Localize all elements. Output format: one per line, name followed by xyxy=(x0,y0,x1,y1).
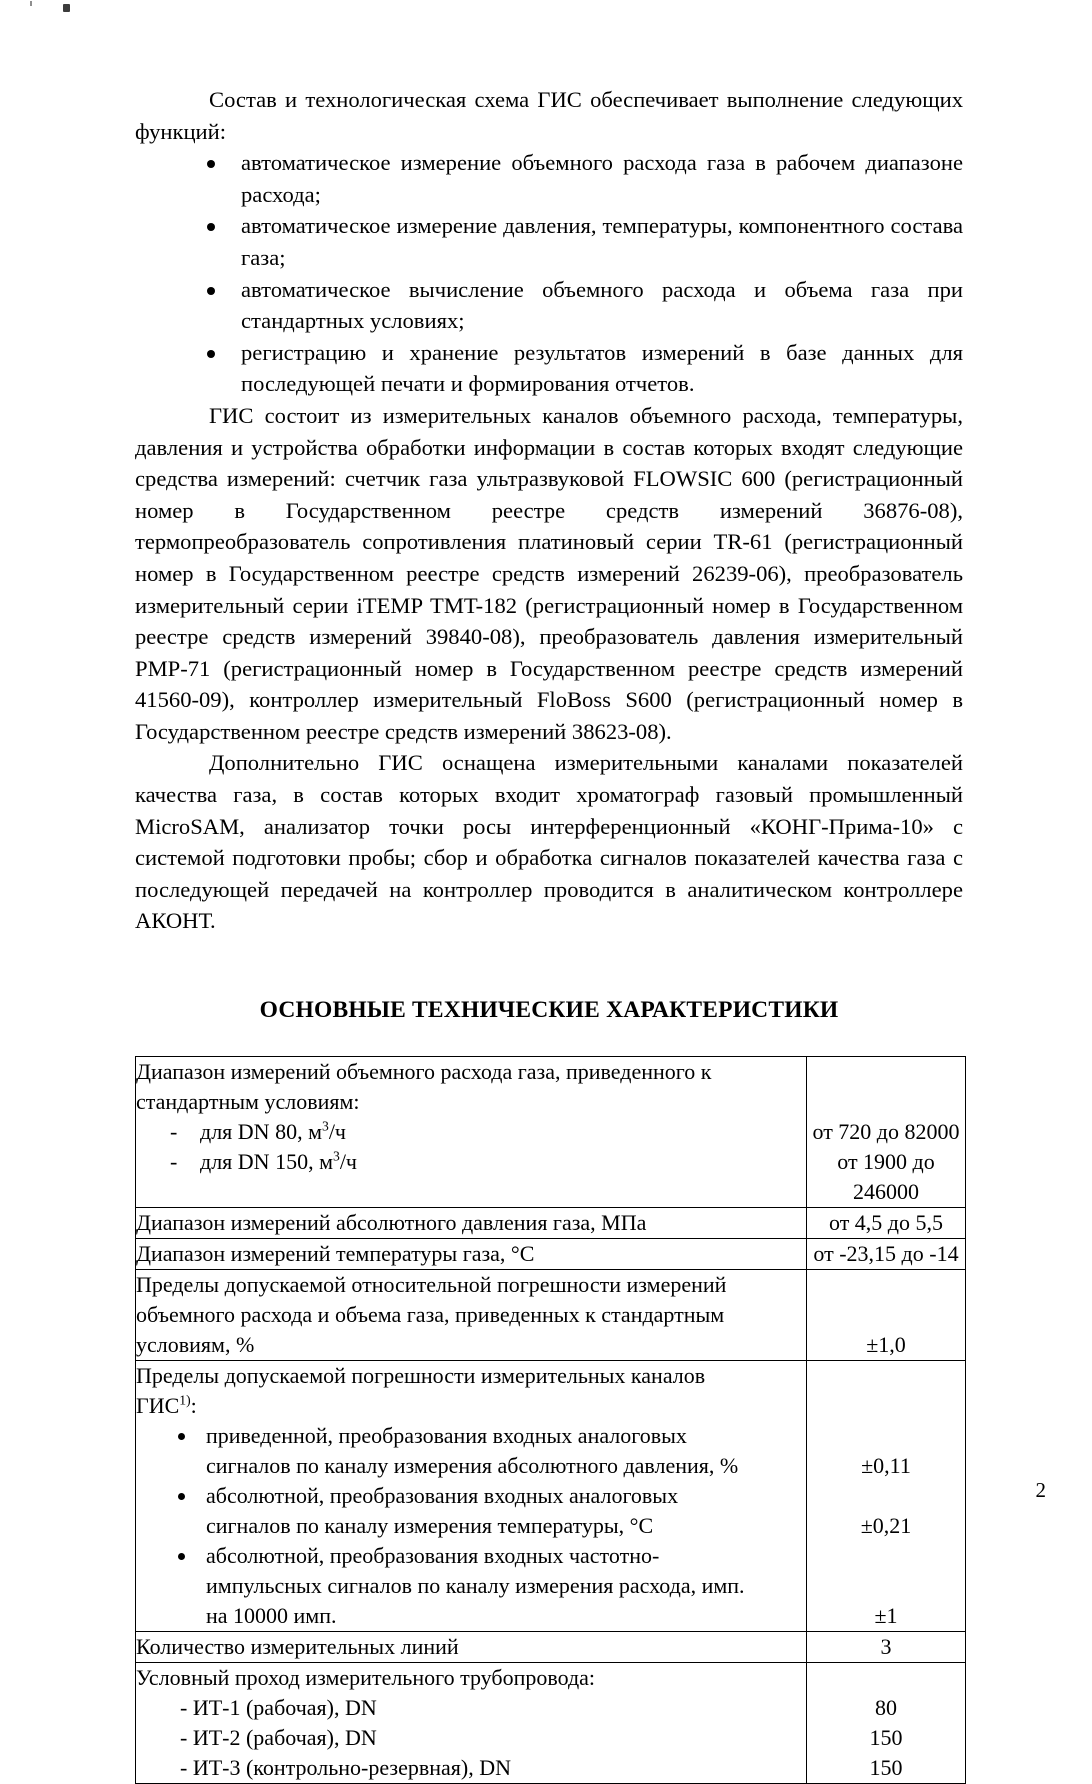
list-item xyxy=(136,1421,806,1481)
spec-sub-item-it3: - ИТ-3 (контрольно-резервная), DN xyxy=(180,1755,511,1781)
spec-label-line: условиям, % xyxy=(136,1332,255,1358)
spec-label-pressure-range xyxy=(136,1208,807,1239)
list-item xyxy=(135,337,963,400)
spec-label-temperature-range xyxy=(136,1239,807,1270)
spec-value-line: от 1900 до 246000 xyxy=(837,1149,935,1205)
table-row xyxy=(136,1239,966,1270)
spec-label-relative-error xyxy=(136,1270,807,1361)
spacer xyxy=(135,1024,963,1056)
value-spacer xyxy=(807,1300,965,1330)
sub-item-tail: /ч xyxy=(328,1119,346,1145)
bullet-line: абсолютной, преобразования входных частотно- xyxy=(206,1543,660,1569)
value-spacer xyxy=(807,1421,965,1451)
list-item xyxy=(136,1541,806,1631)
value-spacer xyxy=(807,1481,965,1511)
bullet-line: абсолютной, преобразования входных аналоговых xyxy=(206,1483,679,1509)
bullet-dot-icon xyxy=(207,350,215,358)
spec-value-pressure-range xyxy=(807,1208,966,1239)
bullet-dot-icon xyxy=(178,1493,185,1500)
spec-value-line: 150 xyxy=(869,1755,903,1781)
spec-value-line: 150 xyxy=(869,1725,903,1751)
spec-value-line: ±0,21 xyxy=(860,1513,912,1539)
list-item xyxy=(136,1481,806,1541)
spec-label-line: Диапазон измерений абсолютного давления газа, МПа xyxy=(136,1210,647,1236)
spec-value-relative-error xyxy=(807,1270,966,1361)
value-spacer xyxy=(807,1057,965,1087)
spec-label-line: Пределы допускаемой погрешности измерительных каналов xyxy=(136,1363,706,1389)
scan-artifact-speck xyxy=(63,4,70,12)
technical-specifications-table xyxy=(135,1056,966,1784)
spec-label-line: Пределы допускаемой относительной погрешности измерений xyxy=(136,1272,727,1298)
value-spacer xyxy=(807,1663,965,1693)
spec-value-line: ±1,0 xyxy=(866,1332,906,1358)
function-bullet-list xyxy=(135,147,963,400)
value-spacer xyxy=(807,1571,965,1601)
dash-mark: - xyxy=(170,1149,178,1175)
spec-label-line: объемного расхода и объема газа, приведенных к стандартным xyxy=(136,1302,725,1328)
spec-value-line: от 4,5 до 5,5 xyxy=(828,1210,944,1236)
table-row xyxy=(136,1361,966,1632)
spec-label-line: Количество измерительных линий xyxy=(136,1634,459,1660)
bullet-line: импульсных сигналов по каналу измерения расхода, имп. xyxy=(206,1573,745,1599)
quality-paragraph: Дополнительно ГИС оснащена измерительными каналами показателей качества газа, в состав которых входит хроматограф газовый промышленный MicroSAM, анализатор точки росы интерференционный «КОНГ-Прима-10» с системой подготовки пробы; сбор и обработка сигналов показателей качества газа с последующей передачей на контроллер проводится в аналитическом контроллере АКОНТ. xyxy=(135,750,963,934)
spec-label-nominal-bore xyxy=(136,1663,807,1784)
spec-label-line-sup xyxy=(136,1391,806,1421)
page-title: ОСНОВНЫЕ ТЕХНИЧЕСКИЕ ХАРАКТЕРИСТИКИ xyxy=(259,997,839,1024)
footnote-marker: 1) xyxy=(179,1392,191,1408)
spec-value-channel-errors xyxy=(807,1361,966,1632)
spec-label-line: Диапазон измерений объемного расхода газа, приведенного к xyxy=(136,1059,712,1085)
bullet-dot-icon xyxy=(207,223,215,231)
composition-paragraph: ГИС состоит из измерительных каналов объемного расхода, температуры, давления и устройства обработки информации в состав которых входят следующие средства измерений: счетчик газа ультразвуковой FLOWSIC 600 (регистрационный номер в Государственном реестре средств измерений 36876-08), термопреобразователь сопротивления платиновый серии TR-61 (регистрационный номер в Государственном реестре средств измерений 26239-06), преобразователь измерительный серии iTEMP TMT-182 (регистрационный номер в Государственном реестре средств измерений 39840-08), преобразователь давления измерительный PMP-71 (регистрационный номер в Государственном реестре средств измерений 41560-09), контроллер измерительный FloBoss S600 (регистрационный номер в Государственном реестре средств измерений 38623-08). xyxy=(135,402,963,744)
spec-value-line: 3 xyxy=(880,1634,892,1660)
spec-label-line: Диапазон измерений температуры газа, °С xyxy=(136,1241,535,1267)
scan-artifact-speck-secondary xyxy=(30,1,32,6)
bullet-dot-icon xyxy=(178,1553,185,1560)
table-row xyxy=(136,1632,966,1663)
spec-value-nominal-bore xyxy=(807,1663,966,1784)
spec-value-line: ±1 xyxy=(874,1603,898,1629)
spec-value-temperature-range xyxy=(807,1239,966,1270)
function-bullet-text: регистрацию и хранение результатов измерений в базе данных для последующей печати и формирования отчетов. xyxy=(241,339,963,397)
dash-mark: - xyxy=(170,1119,178,1145)
spec-sub-item-dn80 xyxy=(136,1117,806,1147)
spec-value-flow-range xyxy=(807,1057,966,1208)
spec-sub-item-it1: - ИТ-1 (рабочая), DN xyxy=(180,1695,377,1721)
spec-value-line: от 720 до 82000 xyxy=(812,1119,960,1145)
spec-value-line: ±0,11 xyxy=(861,1453,911,1479)
spec-label-line: Условный проход измерительного трубопровода: xyxy=(136,1665,596,1691)
value-spacer xyxy=(807,1541,965,1571)
spec-sub-item-it2: - ИТ-2 (рабочая), DN xyxy=(180,1725,377,1751)
list-item xyxy=(135,147,963,210)
value-spacer xyxy=(807,1087,965,1117)
spec-label-lines-count xyxy=(136,1632,807,1663)
table-row xyxy=(136,1208,966,1239)
spacer xyxy=(135,937,963,997)
superscript-exponent: 3 xyxy=(322,1118,329,1134)
bullet-line: приведенной, преобразования входных аналоговых xyxy=(206,1423,687,1449)
sub-item-base: для DN 80, м xyxy=(200,1119,322,1145)
superscript-exponent: 3 xyxy=(333,1148,340,1164)
sub-item-base: для DN 150, м xyxy=(200,1149,333,1175)
bullet-line: сигналов по каналу измерения абсолютного давления, % xyxy=(206,1453,739,1479)
page-content xyxy=(135,84,963,1784)
lead-paragraph: Состав и технологическая схема ГИС обеспечивает выполнение следующих функций: xyxy=(135,87,963,144)
value-spacer xyxy=(807,1391,965,1421)
spec-value-line: от -23,15 до -14 xyxy=(813,1241,959,1267)
bullet-line: на 10000 имп. xyxy=(206,1603,337,1629)
list-item xyxy=(135,274,963,337)
value-spacer xyxy=(807,1270,965,1300)
spec-label-line: стандартным условиям: xyxy=(136,1089,360,1115)
spec-value-line: 80 xyxy=(875,1695,897,1721)
spec-label-flow-range xyxy=(136,1057,807,1208)
bullet-line: сигналов по каналу измерения температуры, °С xyxy=(206,1513,654,1539)
spec-sub-item-dn150 xyxy=(136,1147,806,1177)
spec-value-lines-count xyxy=(807,1632,966,1663)
label-base: ГИС xyxy=(136,1393,180,1419)
bullet-dot-icon xyxy=(207,160,215,168)
label-tail: : xyxy=(190,1393,197,1419)
table-row xyxy=(136,1057,966,1208)
function-bullet-text: автоматическое измерение давления, температуры, компонентного состава газа; xyxy=(241,213,963,270)
page-number: 2 xyxy=(1035,1478,1046,1502)
table-row xyxy=(136,1270,966,1361)
table-row xyxy=(136,1663,966,1784)
function-bullet-text: автоматическое вычисление объемного расхода и объема газа при стандартных условиях; xyxy=(241,276,963,334)
sub-item-tail: /ч xyxy=(339,1149,357,1175)
list-item xyxy=(135,210,963,273)
function-bullet-text: автоматическое измерение объемного расхода газа в рабочем диапазоне расхода; xyxy=(241,150,963,207)
bullet-dot-icon xyxy=(178,1433,185,1440)
channel-error-bullet-list xyxy=(136,1421,806,1631)
value-spacer xyxy=(807,1361,965,1391)
spec-label-channel-errors xyxy=(136,1361,807,1632)
bullet-dot-icon xyxy=(207,287,215,295)
